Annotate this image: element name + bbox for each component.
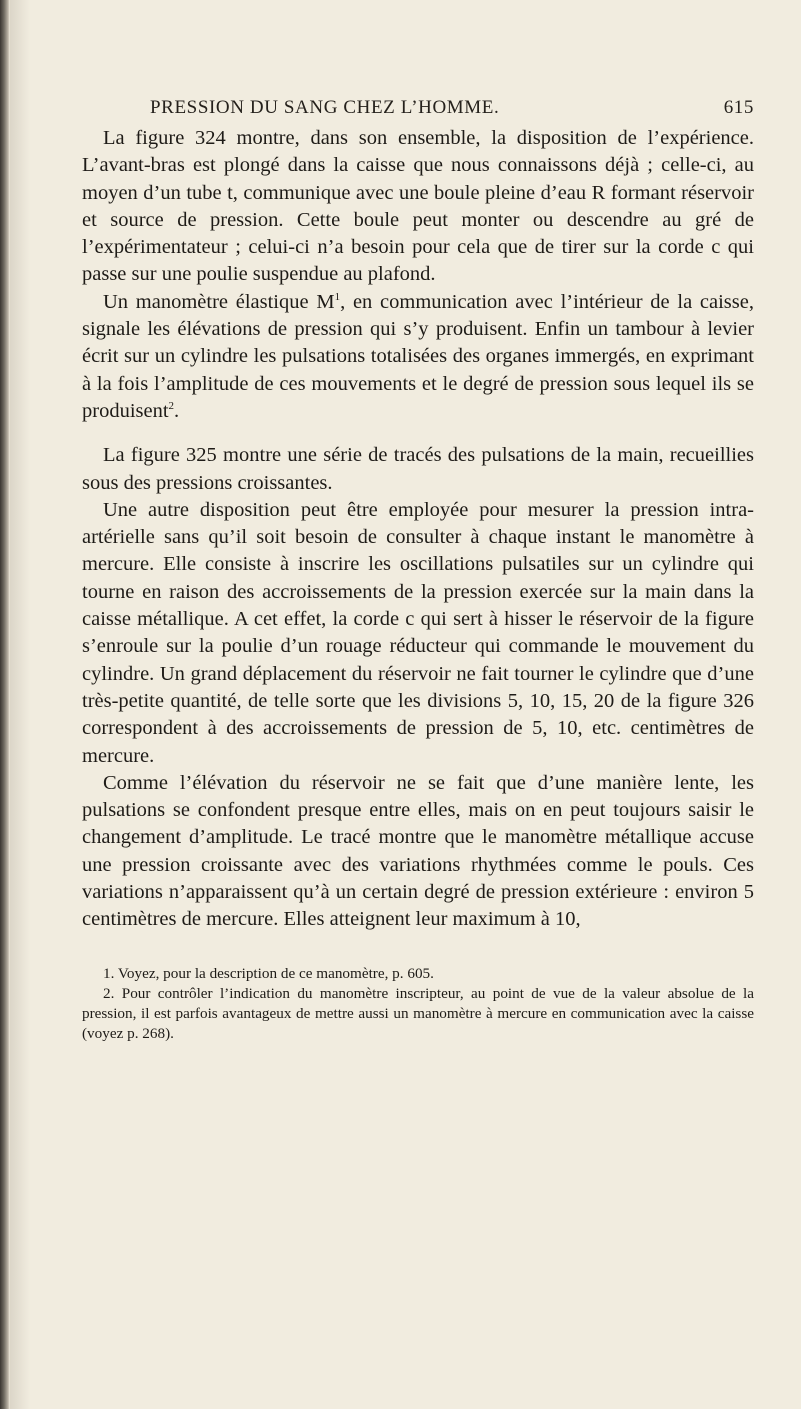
book-binding-edge [0,0,10,1409]
footnote: 1. Voyez, pour la description de ce manomètre, p. 605. [103,964,434,982]
paragraph: Comme l’élévation du réservoir ne se fait que d’une manière lente, les pulsations se confondent presque entre elles, mais on en peut toujours saisir le changement d’amplitude. Le tracé montre que le manomètre métallique accuse une pression croissante avec des variations rhythmées comme le pouls. Ces variations n’apparaissent qu’à un certain degré de pression extérieure : environ 5 centimètres de mercure. Elles atteignent leur maximum à 10, [82,771,754,931]
footnote-marker: 2 [168,399,175,412]
paragraph-text: , en communication avec l’intérieur de la caisse, signale les élévations de pression qui s’y produisent. Enfin un tambour à levier écrit sur un cylindre les pulsations totalisées des organes immergés, en exprimant à la fois l’amplitude de ces mouvements et le degré de pression sous lequel ils se produisent [82,290,754,422]
footnote-marker: 1 [334,290,341,303]
paragraph [82,289,754,425]
paragraph: Une autre disposition peut être employée pour mesurer la pression intra-artérielle sans qu’il soit besoin de consulter à chaque instant le manomètre à mercure. Elle consiste à inscrire les oscillations pulsatiles sur un cylindre qui tourne en raison des accroissements de la pression exercée sur la main dans la caisse métallique. A cet effet, la corde c qui sert à hisser le réservoir de la figure s’enroule sur la poulie d’un rouage réducteur qui commande le mouvement du cylindre. Un grand déplacement du réservoir ne fait tourner le cylindre que d’une très-petite quantité, de telle sorte que les divisions 5, 10, 15, 20 de la figure 326 correspondent à des accroissements de pression de 5, 10, etc. centimètres de mercure. [82,498,754,767]
body-text [82,125,754,934]
paragraph: La figure 325 montre une série de tracés des pulsations de la main, recueillies sous des pressions croissantes. [82,444,754,494]
paragraph: La figure 324 montre, dans son ensemble, la disposition de l’expérience. L’avant-bras est plongé dans la caisse que nous connaissons déjà ; celle-ci, au moyen d’un tube t, communique avec une boule pleine d’eau R formant réservoir et source de pression. Cette boule peut monter ou descendre au gré de l’expérimentateur ; celui-ci n’a besoin pour cela que de tirer sur la corde c qui passe sur une poulie suspendue au plafond. [82,127,754,286]
footnote: 2. Pour contrôler l’indication du manomètre inscripteur, au point de vue de la valeur absolue de la pression, il est parfois avantageux de mettre aussi un manomètre à mercure en communication avec la caisse (voyez p. 268). [82,984,754,1042]
binding-shadow [10,0,30,1409]
running-title: PRESSION DU SANG CHEZ L’HOMME. [150,97,500,118]
book-page [82,95,754,1044]
paragraph-text: . [174,399,180,422]
footnotes [82,964,754,1044]
paragraph-text: Un manomètre élastique M [103,290,335,313]
running-head [82,95,754,121]
page-number: 615 [723,97,754,118]
